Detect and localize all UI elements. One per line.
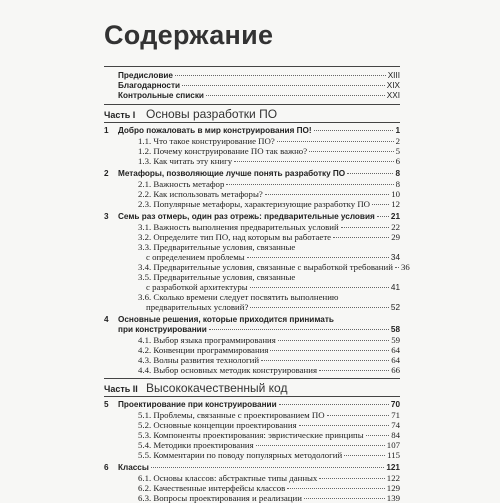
leader-dots (265, 194, 389, 195)
chapter-number: 5 (104, 400, 109, 409)
page-number: 115 (387, 450, 400, 460)
leader-dots (333, 237, 389, 238)
section-title: 5.1. Проблемы, связанные с проектированием ПО (138, 410, 325, 420)
section-title: 2.1. Важность метафор (138, 179, 225, 189)
toc-entry-section[interactable] (104, 335, 400, 345)
toc-entry-chapter[interactable] (104, 400, 400, 410)
page-number: XIII (387, 71, 400, 80)
chapter-title: Семь раз отмерь, один раз отрежь: предварительные условия (118, 212, 375, 221)
part-heading[interactable] (104, 106, 400, 122)
page-number: XIX (386, 81, 400, 90)
page-number: 122 (386, 473, 400, 483)
chapter-number: 2 (104, 169, 109, 178)
chapter-title: Проектирование при конструировании (118, 400, 277, 409)
page-number: 21 (390, 212, 400, 221)
leader-dots (372, 204, 389, 205)
leader-dots (314, 130, 394, 131)
toc-entry-chapter[interactable] (104, 126, 400, 136)
part-heading[interactable] (104, 380, 400, 396)
part-title: Основы разработки ПО (146, 107, 278, 121)
page-title: Содержание (104, 20, 274, 50)
divider (104, 104, 400, 105)
toc-entry-section[interactable] (104, 292, 400, 302)
toc-entry-front[interactable] (104, 91, 400, 101)
section-title: 3.3. Предварительные условия, связанные (138, 242, 296, 252)
entry-label: Контрольные списки (118, 91, 204, 100)
toc-entry-front[interactable] (104, 81, 400, 91)
leader-dots (377, 216, 389, 217)
toc-entry-section[interactable] (104, 136, 400, 146)
toc-entry-section[interactable] (104, 473, 400, 483)
page-number: 64 (391, 345, 400, 355)
leader-dots (395, 267, 399, 268)
page-number: 58 (390, 325, 400, 334)
toc-entry-section[interactable] (104, 410, 400, 420)
section-title: 4.4. Выбор основных методик конструирования (138, 365, 318, 375)
divider (104, 378, 400, 379)
toc-entry-section[interactable] (104, 365, 400, 375)
toc-entry-chapter[interactable] (104, 212, 400, 222)
leader-dots (234, 161, 393, 162)
page-number: 84 (391, 430, 400, 440)
page-number: 22 (391, 222, 400, 232)
leader-dots (277, 141, 394, 142)
section-title: 1.2. Почему конструирование ПО так важно? (138, 146, 308, 156)
toc-entry-chapter[interactable] (104, 463, 400, 473)
toc-entry-section[interactable] (104, 179, 400, 189)
page-number: 36 (400, 262, 410, 272)
section-title-cont: предварительных условий? (146, 302, 249, 312)
toc-entry-section[interactable] (104, 420, 400, 430)
leader-dots (287, 488, 385, 489)
page-number: 41 (390, 283, 400, 292)
page-number: 52 (390, 303, 400, 312)
section-title: 4.3. Волны развития технологий (138, 355, 260, 365)
section-title: 1.1. Что такое конструирование ПО? (138, 136, 275, 146)
part-label: Часть II (104, 384, 138, 394)
section-title: 6.3. Вопросы проектирования и реализации (138, 493, 302, 503)
chapter-number: 3 (104, 212, 109, 221)
leader-dots (344, 455, 385, 456)
leader-dots (261, 360, 389, 361)
toc-entry-section[interactable] (104, 189, 400, 199)
leader-dots (247, 257, 389, 258)
leader-dots (226, 184, 393, 185)
page-number: 5 (395, 146, 400, 156)
section-title-cont: с определением проблемы (146, 252, 245, 262)
section-title: 5.5. Комментарии по поводу популярных методологий (138, 450, 343, 460)
page-number: 74 (391, 420, 400, 430)
leader-dots (182, 85, 385, 86)
chapter-title: Классы (118, 463, 149, 472)
leader-dots (209, 329, 389, 330)
entry-label: Благодарности (118, 81, 181, 90)
toc-entry-section[interactable] (104, 483, 400, 493)
toc-entry-section[interactable] (104, 222, 400, 232)
chapter-title: Основные решения, которые приходится принимать (118, 315, 334, 324)
toc-entry-section-cont[interactable] (104, 282, 400, 292)
leader-dots (278, 340, 389, 341)
toc-entry-section-cont[interactable] (104, 252, 400, 262)
leader-dots (309, 151, 393, 152)
page-number: 107 (386, 440, 400, 450)
toc-entry-section[interactable] (104, 156, 400, 166)
leader-dots (279, 404, 389, 405)
chapter-title: Добро пожаловать в мир конструирования ПО! (118, 126, 312, 135)
section-title: 4.1. Выбор языка программирования (138, 335, 276, 345)
section-title: 3.1. Важность выполнения предварительных условий (138, 222, 339, 232)
section-title: 6.2. Качественные интерфейсы классов (138, 483, 286, 493)
section-title: 3.5. Предварительные условия, связанные (138, 272, 296, 282)
leader-dots (319, 370, 389, 371)
toc-entry-section[interactable] (104, 345, 400, 355)
toc-entry-section[interactable] (104, 450, 400, 460)
page-number: 70 (390, 400, 400, 409)
chapter-number: 1 (104, 126, 109, 135)
page-number: 59 (391, 335, 400, 345)
leader-dots (151, 467, 384, 468)
chapter-number: 6 (104, 463, 109, 472)
section-title: 3.6. Сколько времени следует посвятить выполнению (138, 292, 339, 302)
leader-dots (256, 445, 385, 446)
page-number: 121 (386, 463, 400, 472)
page-number: 8 (395, 169, 400, 178)
leader-dots (270, 350, 389, 351)
toc-entry-section[interactable] (104, 430, 400, 440)
table-of-contents (104, 66, 410, 503)
chapter-title: Метафоры, позволяющие лучше понять разработку ПО (118, 169, 346, 178)
leader-dots (250, 307, 389, 308)
section-title-cont: с разработкой архитектуры (146, 282, 248, 292)
section-title: 5.4. Методики проектирования (138, 440, 254, 450)
page-number: 1 (395, 126, 400, 135)
toc-entry-chapter[interactable] (104, 169, 400, 179)
leader-dots (206, 95, 385, 96)
page-number: 12 (391, 199, 400, 209)
page-number: 34 (390, 253, 400, 262)
page-number: 10 (391, 189, 400, 199)
toc-entry-section[interactable] (104, 272, 400, 282)
section-title: 3.4. Предварительные условия, связанные с выработкой требований (138, 262, 393, 272)
leader-dots (250, 287, 389, 288)
toc-entry-chapter[interactable] (104, 315, 400, 325)
section-title: 6.1. Основы классов: абстрактные типы данных (138, 473, 318, 483)
toc-entry-section[interactable] (104, 242, 400, 252)
leader-dots (175, 75, 386, 76)
chapter-number: 4 (104, 315, 109, 324)
chapter-title-cont: при конструировании (118, 325, 207, 334)
page-number: 29 (391, 232, 400, 242)
section-title: 2.2. Как использовать метафоры? (138, 189, 263, 199)
page-number: 71 (391, 410, 400, 420)
toc-entry-section-cont[interactable] (104, 302, 400, 312)
page-number: 2 (395, 136, 400, 146)
section-title: 5.3. Компоненты проектирования: эвристические принципы (138, 430, 364, 440)
leader-dots (304, 498, 385, 499)
leader-dots (319, 478, 384, 479)
page-number: 66 (391, 365, 400, 375)
toc-entry-section[interactable] (104, 146, 400, 156)
leader-dots (299, 425, 390, 426)
toc-entry-section[interactable] (104, 199, 400, 209)
section-title: 3.2. Определите тип ПО, над которым вы работаете (138, 232, 332, 242)
page-number: 8 (395, 179, 400, 189)
section-title: 1.3. Как читать эту книгу (138, 156, 233, 166)
toc-entry-section[interactable] (104, 440, 400, 450)
page-number: XXI (386, 91, 400, 100)
page-number: 129 (386, 483, 400, 493)
section-title: 4.2. Конвенции программирования (138, 345, 269, 355)
toc-entry-section[interactable] (104, 493, 400, 503)
toc-entry-section[interactable] (104, 232, 400, 242)
page-number: 139 (386, 493, 400, 503)
part-title: Высококачественный код (146, 381, 288, 395)
part-label: Часть I (104, 110, 136, 120)
leader-dots (341, 227, 390, 228)
leader-dots (327, 415, 390, 416)
toc-entry-section[interactable] (104, 355, 400, 365)
toc-entry-section[interactable] (104, 262, 410, 272)
toc-entry-chapter-cont[interactable] (104, 325, 400, 335)
leader-dots (366, 435, 390, 436)
section-title: 2.3. Популярные метафоры, характеризующие разработку ПО (138, 199, 371, 209)
section-title: 5.2. Основные концепции проектирования (138, 420, 297, 430)
page-number: 6 (395, 156, 400, 166)
page-number: 64 (391, 355, 400, 365)
entry-label: Предисловие (118, 71, 173, 80)
leader-dots (347, 173, 393, 174)
toc-entry-front[interactable] (104, 71, 400, 81)
